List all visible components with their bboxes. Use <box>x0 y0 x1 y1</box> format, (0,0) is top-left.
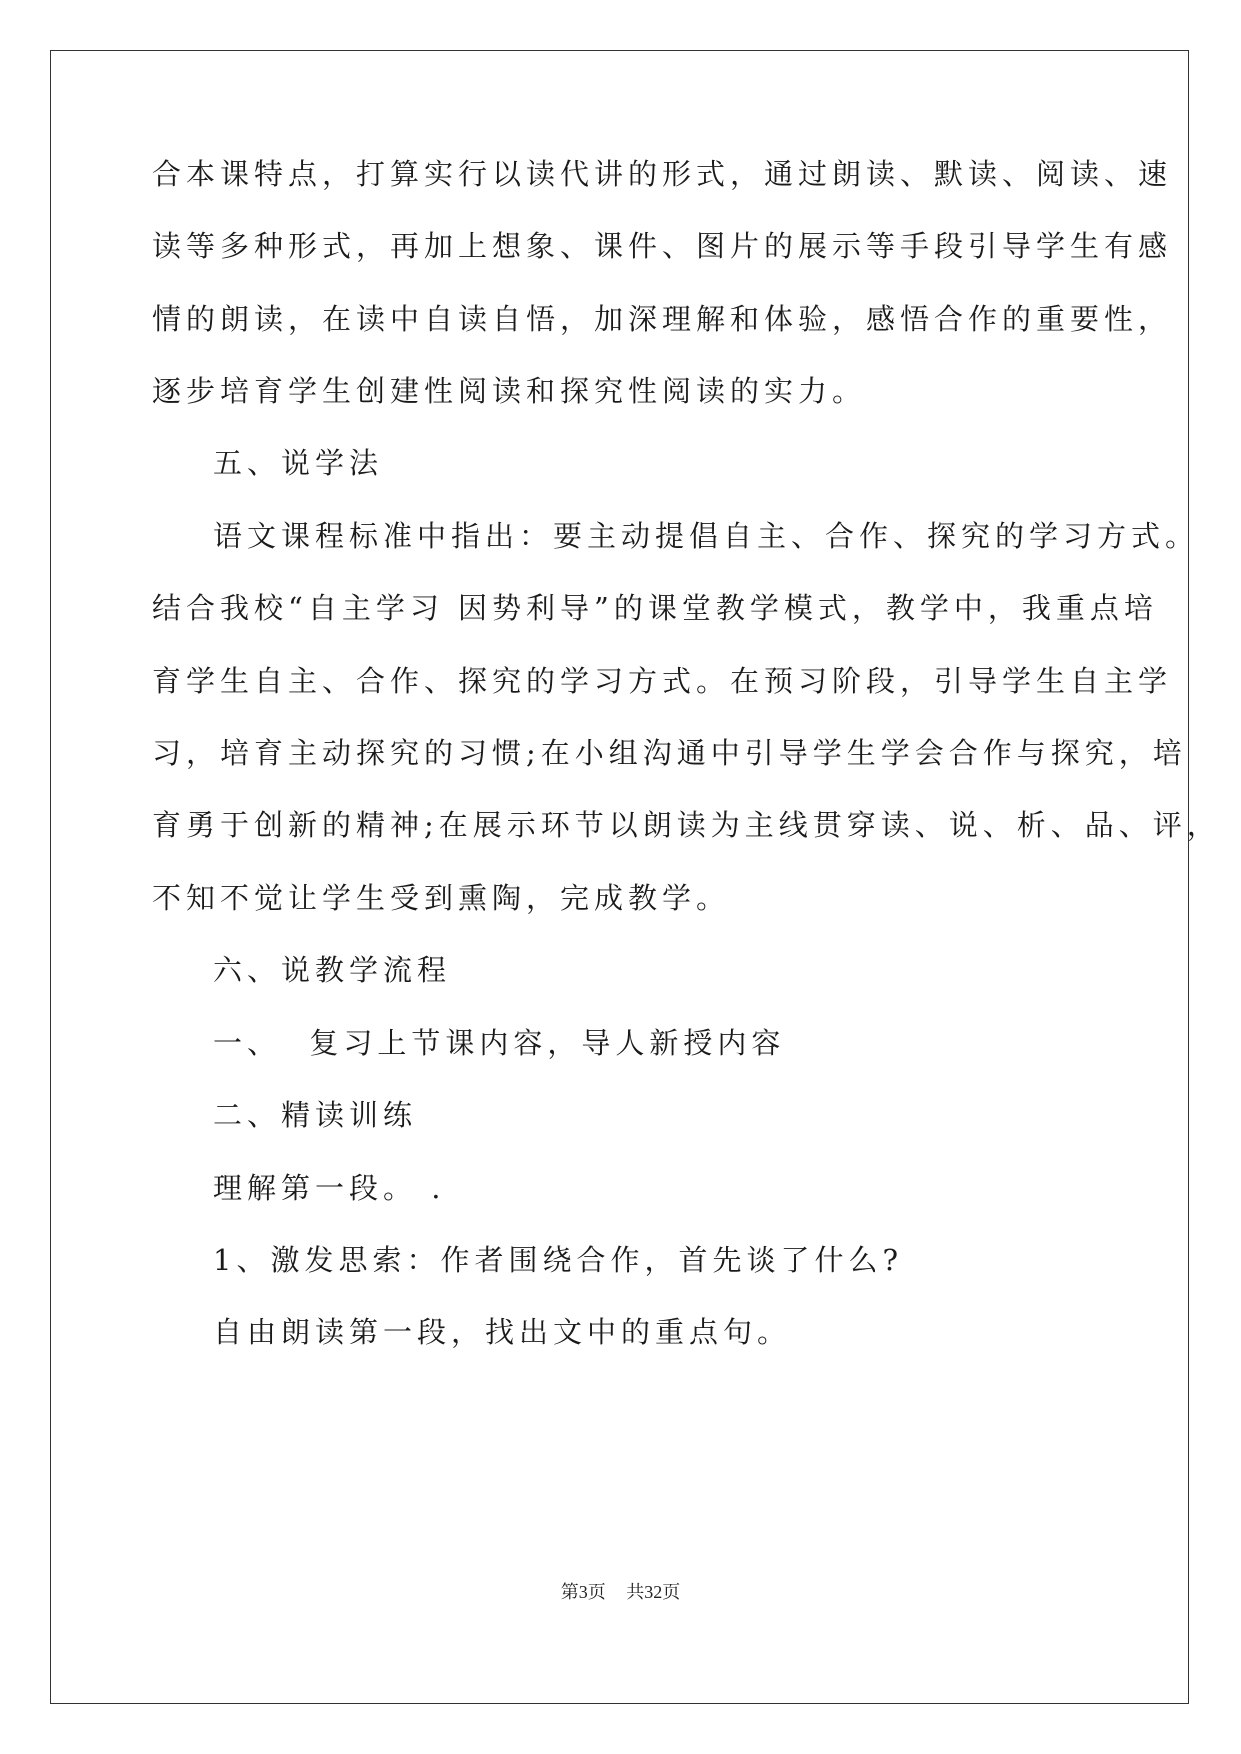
page-total: 共32页 <box>626 1582 681 1602</box>
paragraph-line: 读等多种形式，再加上想象、课件、图片的展示等手段引导学生有感 <box>152 229 1173 263</box>
paragraph-line: 逐步培育学生创建性阅读和探究性阅读的实力。 <box>152 374 867 408</box>
paragraph-line: 育学生自主、合作、探究的学习方式。在预习阶段，引导学生自主学 <box>152 664 1173 698</box>
paragraph-line: 自由朗读第一段，找出文中的重点句。 <box>213 1315 792 1349</box>
section-heading: 六、说教学流程 <box>213 953 452 987</box>
paragraph-line: 情的朗读，在读中自读自悟，加深理解和体验，感悟合作的重要性， <box>152 302 1173 336</box>
section-heading: 五、说学法 <box>213 446 384 480</box>
paragraph-line: 习，培育主动探究的习惯;在小组沟通中引导学生学会合作与探究，培 <box>152 736 1187 770</box>
subsection-heading: 二、精读训练 <box>213 1098 418 1132</box>
paragraph-line: 育勇于创新的精神;在展示环节以朗读为主线贯穿读、说、析、品、评， <box>152 808 1221 842</box>
paragraph-line: 结合我校“自主学习 因势利导”的课堂教学模式，教学中，我重点培 <box>152 591 1158 625</box>
page-number: 第3页 <box>560 1582 606 1602</box>
page-border <box>50 50 1189 1704</box>
paragraph-line: 1、激发思索：作者围绕合作，首先谈了什么? <box>213 1243 903 1277</box>
paragraph-line: 语文课程标准中指出：要主动提倡自主、合作、探究的学习方式。 <box>213 519 1200 553</box>
subsection-heading: 一、 复习上节课内容，导人新授内容 <box>213 1026 786 1060</box>
paragraph-line: 理解第一段。 . <box>213 1171 446 1205</box>
paragraph-line: 合本课特点，打算实行以读代讲的形式，通过朗读、默读、阅读、速 <box>152 157 1173 191</box>
page-footer <box>0 1578 1241 1604</box>
paragraph-line: 不知不觉让学生受到熏陶，完成教学。 <box>152 881 731 915</box>
